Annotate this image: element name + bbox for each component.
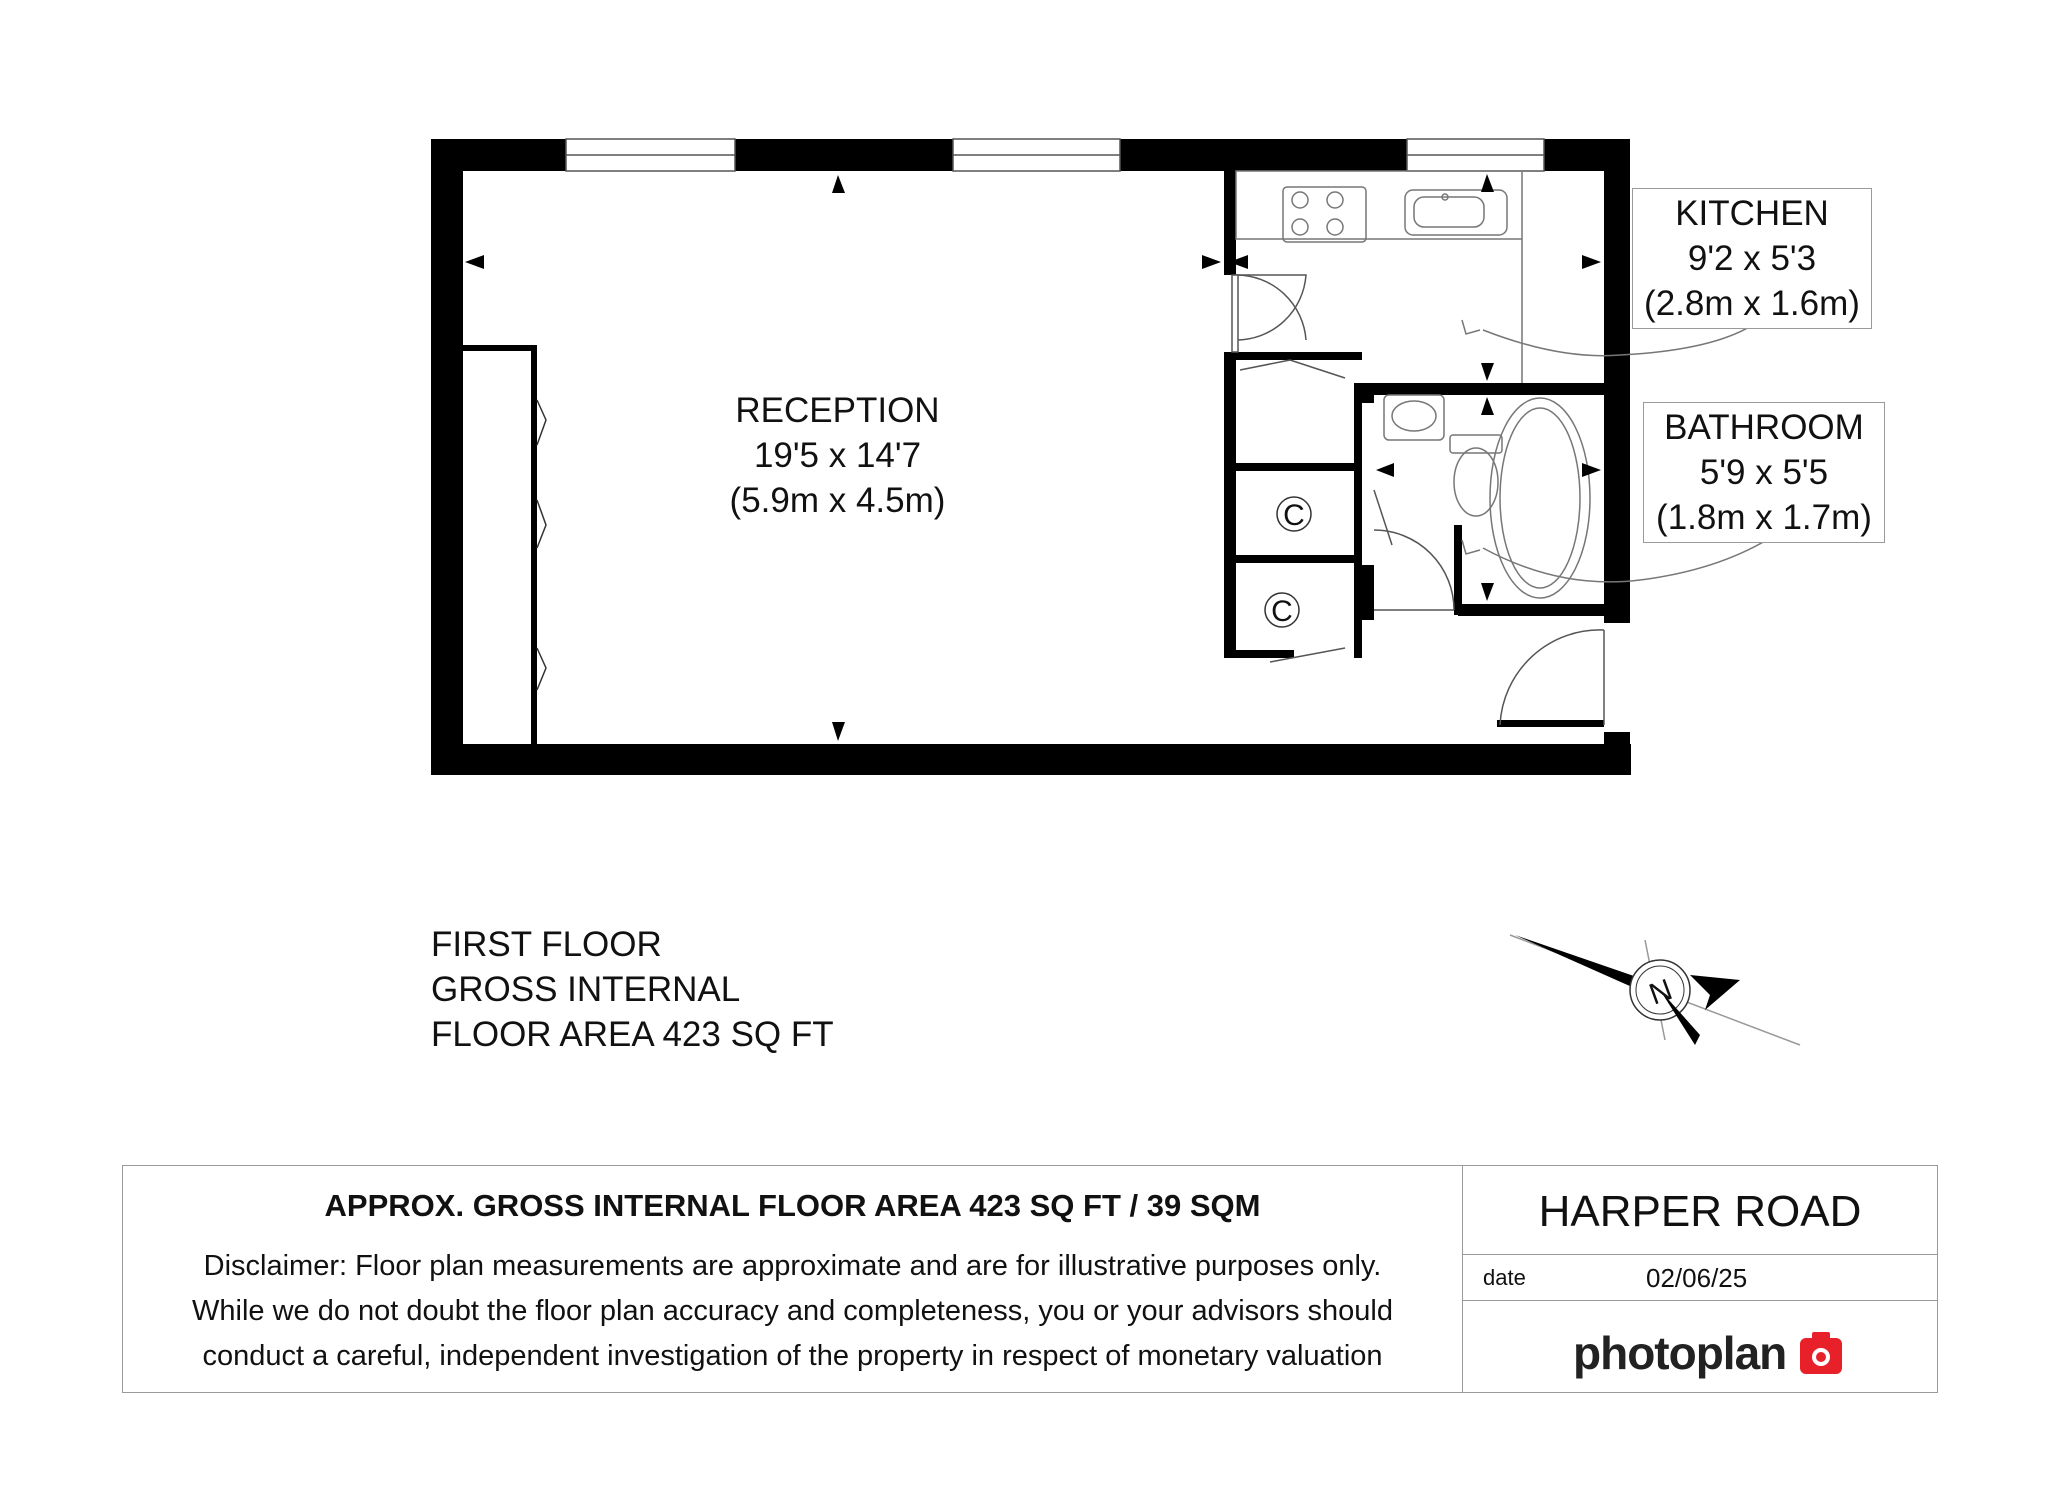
wall-bathroom-left2	[1362, 565, 1374, 620]
kitchen-units	[1236, 171, 1522, 383]
wall-cupboard-top	[1224, 352, 1362, 360]
date-label: date	[1483, 1265, 1526, 1290]
disclaimer-line: conduct a careful, independent investigation of the property in respect of monetary valuation	[202, 1340, 1383, 1372]
title-block-meta	[1463, 1166, 1937, 1392]
date-value: 02/06/25	[1646, 1263, 1748, 1293]
camera-icon	[1798, 1330, 1844, 1376]
wall-cupboard-mid2	[1234, 555, 1362, 563]
wall-cupboard-column	[1224, 352, 1236, 658]
bathroom-label	[1643, 402, 1885, 543]
interior-walls	[1224, 171, 1604, 727]
kitchen-label	[1632, 188, 1872, 329]
disclaimer	[123, 1244, 1462, 1379]
logo-text: photoplan	[1573, 1327, 1787, 1379]
kitchen-name: KITCHEN	[1675, 194, 1829, 233]
reception-label	[710, 388, 965, 523]
kitchen-dims-imperial: 9'2 x 5'3	[1687, 239, 1817, 278]
wall-bath-divider	[1454, 525, 1462, 615]
floor-info-line2: GROSS INTERNAL	[431, 970, 741, 1009]
title-block-info	[123, 1166, 1463, 1392]
reception-dims-imperial: 19'5 x 14'7	[753, 436, 922, 475]
photoplan-logo	[1573, 1326, 1844, 1380]
reception-dims-metric: (5.9m x 4.5m)	[729, 481, 946, 520]
bathroom-dims-imperial: 5'9 x 5'5	[1699, 453, 1829, 492]
bath	[1490, 398, 1590, 598]
wall-cupboard-right1	[1354, 383, 1362, 463]
worktop	[1236, 171, 1522, 239]
entrance-door	[1500, 630, 1604, 725]
floor-info-line1: FIRST FLOOR	[431, 925, 662, 964]
wall-cupboard-right3	[1354, 563, 1362, 658]
wall-cupboard-bottom	[1224, 650, 1294, 658]
wall-bathroom-bottom	[1458, 604, 1604, 616]
wall-bathroom-top	[1362, 383, 1604, 395]
bathroom-dims-metric: (1.8m x 1.7m)	[1656, 498, 1872, 537]
wall-right-upper	[1604, 139, 1630, 623]
disclaimer-line: Disclaimer: Floor plan measurements are approximate and are for illustrative purposes only.	[203, 1250, 1382, 1282]
cupboard-1-label: C	[1283, 499, 1305, 532]
compass-north-label: N	[1645, 973, 1677, 1012]
wall-entrance-stub	[1497, 720, 1604, 727]
wall-cupboard-mid1	[1234, 463, 1362, 471]
bathroom-name: BATHROOM	[1664, 408, 1864, 447]
wall-bottom	[431, 744, 1631, 775]
floor-info	[431, 922, 834, 1057]
measurement-arrows	[465, 174, 1601, 741]
toilet-cistern	[1450, 435, 1502, 453]
property-address: HARPER ROAD	[1463, 1166, 1937, 1255]
title-block	[122, 1165, 1938, 1393]
wall-top-right	[1120, 139, 1407, 171]
wardrobe	[463, 345, 537, 744]
cupboard-2-label: C	[1271, 595, 1293, 628]
wall-kitchen-left	[1224, 171, 1236, 275]
date-row	[1463, 1255, 1937, 1301]
wall-bathroom-left	[1362, 383, 1374, 403]
wall-top-mid	[735, 139, 953, 171]
wall-cupboard-right2	[1354, 471, 1362, 555]
wardrobe-doors	[537, 400, 546, 690]
wall-right-lower	[1604, 732, 1630, 775]
bathroom-fixtures	[1384, 395, 1590, 598]
floor-info-line3: FLOOR AREA 423 SQ FT	[431, 1015, 834, 1054]
wall-left	[431, 139, 463, 775]
reception-name: RECEPTION	[735, 391, 940, 430]
disclaimer-line: While we do not doubt the floor plan accuracy and completeness, you or your advisors should	[192, 1295, 1393, 1327]
kitchen-dims-metric: (2.8m x 1.6m)	[1644, 284, 1860, 323]
toilet-bowl	[1454, 448, 1498, 516]
floor-area-heading: APPROX. GROSS INTERNAL FLOOR AREA 423 SQ FT / 39 SQM	[324, 1188, 1261, 1223]
bathroom-door	[1374, 530, 1454, 610]
